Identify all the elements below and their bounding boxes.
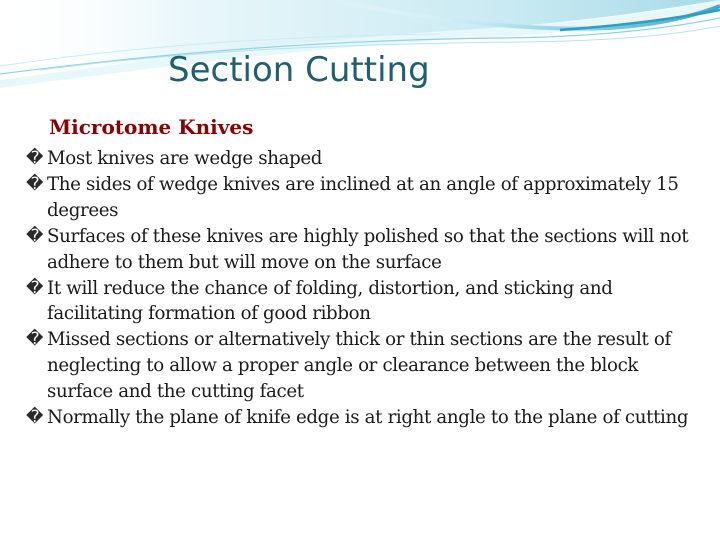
bullet-marker-icon: �: [26, 329, 44, 350]
bullet-marker-icon: �: [26, 173, 44, 194]
bullet-text: Normally the plane of knife edge is at right angle to the plane of cutting: [47, 407, 689, 429]
bullet-item: [26, 405, 702, 431]
bullet-text: It will reduce the chance of folding, distortion, and sticking and facilitating formation of good ribbon: [47, 277, 613, 325]
bullet-marker-icon: �: [26, 277, 44, 298]
bullet-item: [26, 172, 702, 224]
bullet-text: Most knives are wedge shaped: [47, 148, 323, 169]
bullet-text: Missed sections or alternatively thick or thin sections are the result of neglecting to allow a proper angle or clearance between the block surface and the cutting facet: [47, 329, 671, 403]
bullet-marker-icon: �: [26, 148, 44, 168]
bullet-text: The sides of wedge knives are inclined at an angle of approximately 15 degrees: [47, 173, 679, 221]
bullet-item: [26, 276, 702, 328]
bullet-text: Surfaces of these knives are highly polished so that the sections will not adhere to them but will move on the surface: [47, 225, 689, 273]
slide-title: Section Cutting: [168, 50, 430, 90]
bullet-marker-icon: �: [26, 225, 44, 246]
slide-subtitle: Microtome Knives: [49, 115, 254, 139]
bullet-item: [26, 224, 702, 276]
bullet-item: [26, 327, 702, 405]
bullet-list: [26, 146, 702, 431]
bullet-marker-icon: �: [26, 407, 44, 428]
bullet-item: [26, 146, 702, 172]
